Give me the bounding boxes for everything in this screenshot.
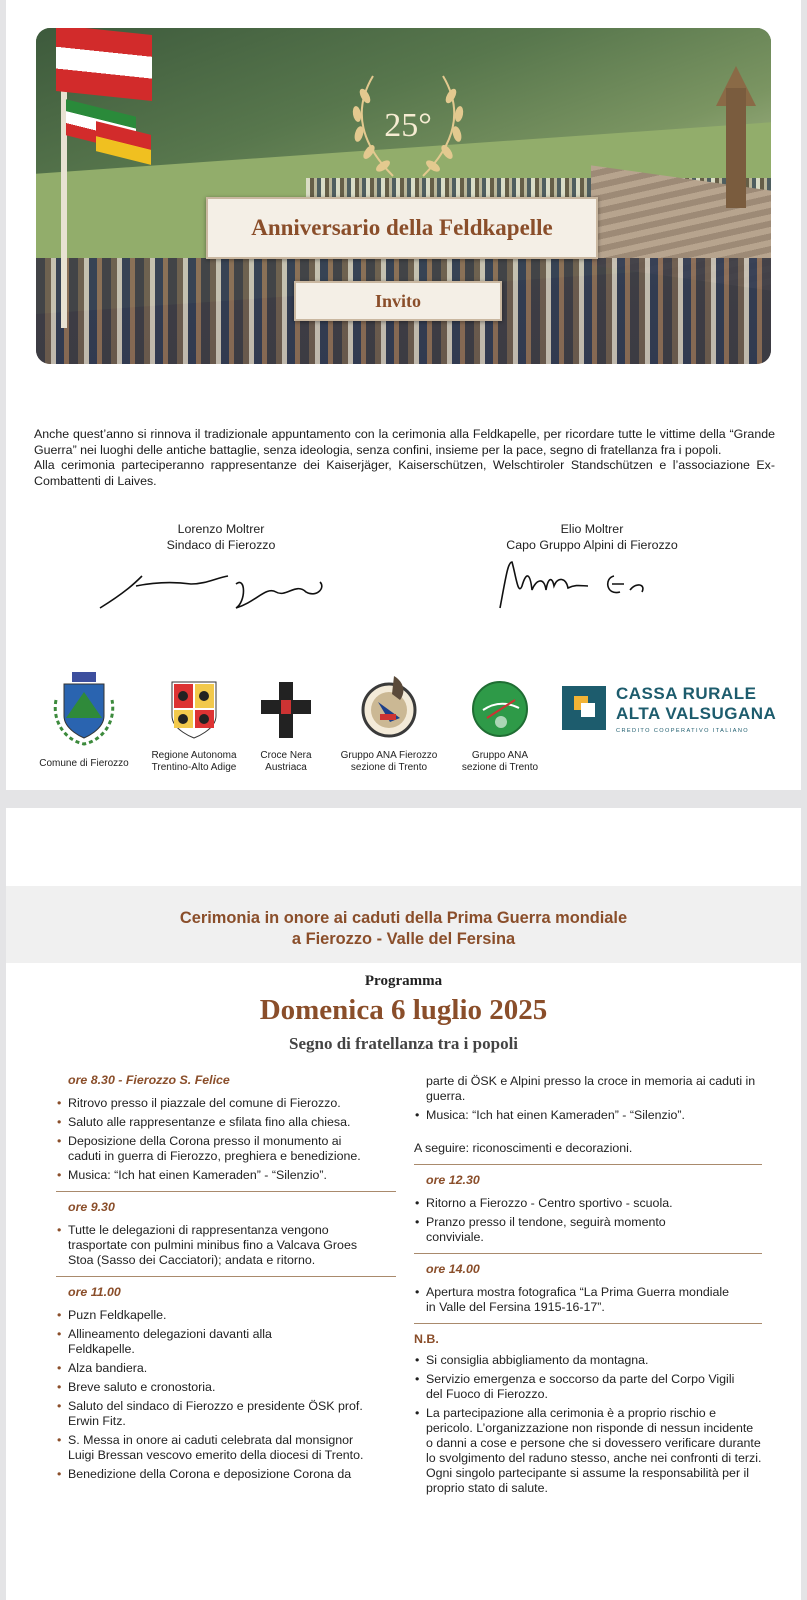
program-page: [6, 808, 801, 1600]
list-item: • Si consiglia abbigliamento da montagna.: [414, 1353, 762, 1368]
section-list: [414, 1196, 762, 1245]
mayor-signature: [96, 562, 336, 614]
logo-caption: sezione di Trento: [350, 762, 428, 773]
signatory-name: Elio Moltrer: [560, 522, 624, 536]
signatory-role: Sindaco di Fierozzo: [166, 537, 276, 552]
logo-ana-trento: [450, 670, 550, 774]
list-item: • Allineamento delegazioni davanti alla Feldkapelle.: [56, 1327, 396, 1357]
list-item: • S. Messa in onore ai caduti celebrata dal monsignor Luigi Bressan vescovo emerito della diocesi di Trento.: [56, 1433, 396, 1463]
nb-label: N.B.: [414, 1332, 439, 1346]
list-item: • Servizio emergenza e soccorso da parte del Corpo Vigili del Fuoco di Fierozzo.: [414, 1372, 762, 1402]
logo-comune-fierozzo: [34, 670, 134, 770]
anniversary-banner: [206, 197, 598, 259]
logo-caption: Gruppo ANA: [471, 750, 529, 761]
section-divider: [414, 1323, 762, 1324]
list-item: • Musica: “Ich hat einen Kameraden” - “Silenzio”.: [56, 1168, 396, 1183]
list-item: • La partecipazione alla cerimonia è a proprio rischio e pericolo. L’organizzazione non risponde di nessun incidente o danni a cose e persone che si dovessero verificare durante lo svolgimento del raduno stesso, anche nei confronti di terzi. Ogni singolo partecipante si assume la responsabilità per il proprio stato di salute.: [414, 1406, 762, 1496]
cassa-rurale-mark-icon: [562, 686, 606, 730]
hero-photo: [36, 28, 771, 364]
event-date: Domenica 6 luglio 2025: [259, 994, 548, 1026]
ana-fierozzo-emblem-icon: [360, 674, 418, 740]
section-time: ore 14.00: [426, 1262, 480, 1276]
logo-regione: [144, 670, 244, 774]
section-list: [414, 1108, 762, 1123]
invito-label: Invito: [374, 290, 421, 311]
list-item: • Musica: “Ich hat einen Kameraden” - “Silenzio”.: [414, 1108, 762, 1123]
intro-text: [34, 427, 775, 489]
list-item: • Breve saluto e cronostoria.: [56, 1380, 396, 1395]
section-list: [414, 1285, 762, 1315]
austrian-flag: [56, 28, 152, 101]
logo-caption: Gruppo ANA Fierozzo: [340, 750, 438, 761]
list-item: • Deposizione della Corona presso il monumento ai caduti in guerra di Fierozzo, preghiera e benedizione.: [56, 1134, 396, 1164]
program-left-column: [56, 1073, 396, 1486]
section-list: [56, 1096, 396, 1183]
intro-paragraph: Alla cerimonia parteciperanno rappresentanze dei Kaiserjäger, Kaiserschützen, Welschtiroler Standschützen e l’associazione Ex-Combattenti di Laives.: [34, 458, 775, 488]
ceremony-title: [6, 908, 801, 950]
programma-label: Programma: [364, 973, 443, 989]
laurel-wreath-icon: [333, 66, 483, 186]
bank-tagline: CREDITO COOPERATIVO ITALIANO: [616, 728, 750, 734]
logo-caption: Austriaca: [265, 762, 307, 773]
continued-text: parte di ÖSK e Alpini presso la croce in memoria ai caduti in guerra.: [426, 1074, 756, 1103]
program-right-column: [414, 1074, 762, 1500]
list-item: • Apertura mostra fotografica “La Prima Guerra mondiale in Valle del Fersina 1915-16-17”.: [414, 1285, 762, 1315]
invitation-page: [6, 0, 801, 790]
intro-paragraph: Anche quest’anno si rinnova il tradizionale appuntamento con la cerimonia alla Feldkapelle, per ricordare tutte le vittime della “Grande Guerra” nei luoghi delle antiche battaglie, senza ideologia, senza confini, insieme per la pace, segno di fratellanza fra i popoli.: [34, 427, 775, 457]
program-subtitle: Segno di fratellanza tra i popoli: [288, 1034, 519, 1053]
list-item: • Saluto del sindaco di Fierozzo e presidente ÖSK prof. Erwin Fitz.: [56, 1399, 396, 1429]
region-coat-of-arms-icon: [170, 680, 218, 740]
signatory-role: Capo Gruppo Alpini di Fierozzo: [506, 537, 678, 552]
signatory-alpini: [474, 522, 710, 553]
list-item: • Pranzo presso il tendone, seguirà momento conviviale.: [414, 1215, 762, 1245]
list-item: • Saluto alle rappresentanze e sfilata fino alla chiesa.: [56, 1115, 396, 1130]
logo-croce-nera: [246, 670, 326, 774]
bank-name-line1: CASSA RURALE: [616, 684, 757, 703]
ana-trento-emblem-icon: [471, 680, 529, 740]
list-item: • Puzn Feldkapelle.: [56, 1308, 396, 1323]
section-time: ore 11.00: [68, 1285, 121, 1299]
bank-name-line2: ALTA VALSUGANA: [616, 704, 777, 723]
section-divider: [414, 1253, 762, 1254]
anniversary-title: Anniversario della Feldkapelle: [251, 215, 553, 240]
list-item: • Tutte le delegazioni di rappresentanza vengono trasportate con pulmini minibus fino a Valcava Groes Stoa (Sasso dei Cacciatori); andata e ritorno.: [56, 1223, 396, 1268]
fierozzo-crest-icon: [50, 670, 118, 748]
list-item: • Benedizione della Corona e deposizione Corona da: [56, 1467, 396, 1482]
list-item: • Alza bandiera.: [56, 1361, 396, 1376]
a-seguire-text: A seguire: riconoscimenti e decorazioni.: [414, 1141, 633, 1155]
list-item: • Ritorno a Fierozzo - Centro sportivo - scuola.: [414, 1196, 762, 1211]
bank-name: [616, 684, 786, 724]
signatory-mayor: [126, 522, 316, 553]
section-divider: [56, 1276, 396, 1277]
ceremony-title-line2: a Fierozzo - Valle del Fersina: [291, 930, 516, 948]
invito-banner: [294, 281, 502, 321]
section-time: ore 8.30 - Fierozzo S. Felice: [68, 1073, 230, 1087]
anniversary-number: 25°: [384, 107, 432, 144]
alpini-signature: [496, 556, 696, 612]
nb-list: [414, 1353, 762, 1496]
section-divider: [414, 1164, 762, 1165]
section-divider: [56, 1191, 396, 1192]
section-time: ore 12.30: [426, 1173, 480, 1187]
signatory-name: Lorenzo Moltrer: [177, 522, 265, 536]
black-cross-icon: [259, 680, 313, 740]
section-list: [56, 1308, 396, 1482]
section-list: [56, 1223, 396, 1268]
logo-caption: Trentino-Alto Adige: [151, 762, 237, 773]
section-time: ore 9.30: [68, 1200, 115, 1214]
bell-tower: [726, 88, 746, 208]
logo-caption: sezione di Trento: [461, 762, 539, 773]
logo-caption: Regione Autonoma: [151, 750, 237, 761]
logo-ana-fierozzo: [334, 670, 444, 774]
logo-caption: Croce Nera: [260, 750, 312, 761]
logo-caption: Comune di Fierozzo: [39, 758, 129, 769]
ceremony-title-line1: Cerimonia in onore ai caduti della Prima Guerra mondiale: [179, 909, 628, 927]
list-item: • Ritrovo presso il piazzale del comune di Fierozzo.: [56, 1096, 396, 1111]
